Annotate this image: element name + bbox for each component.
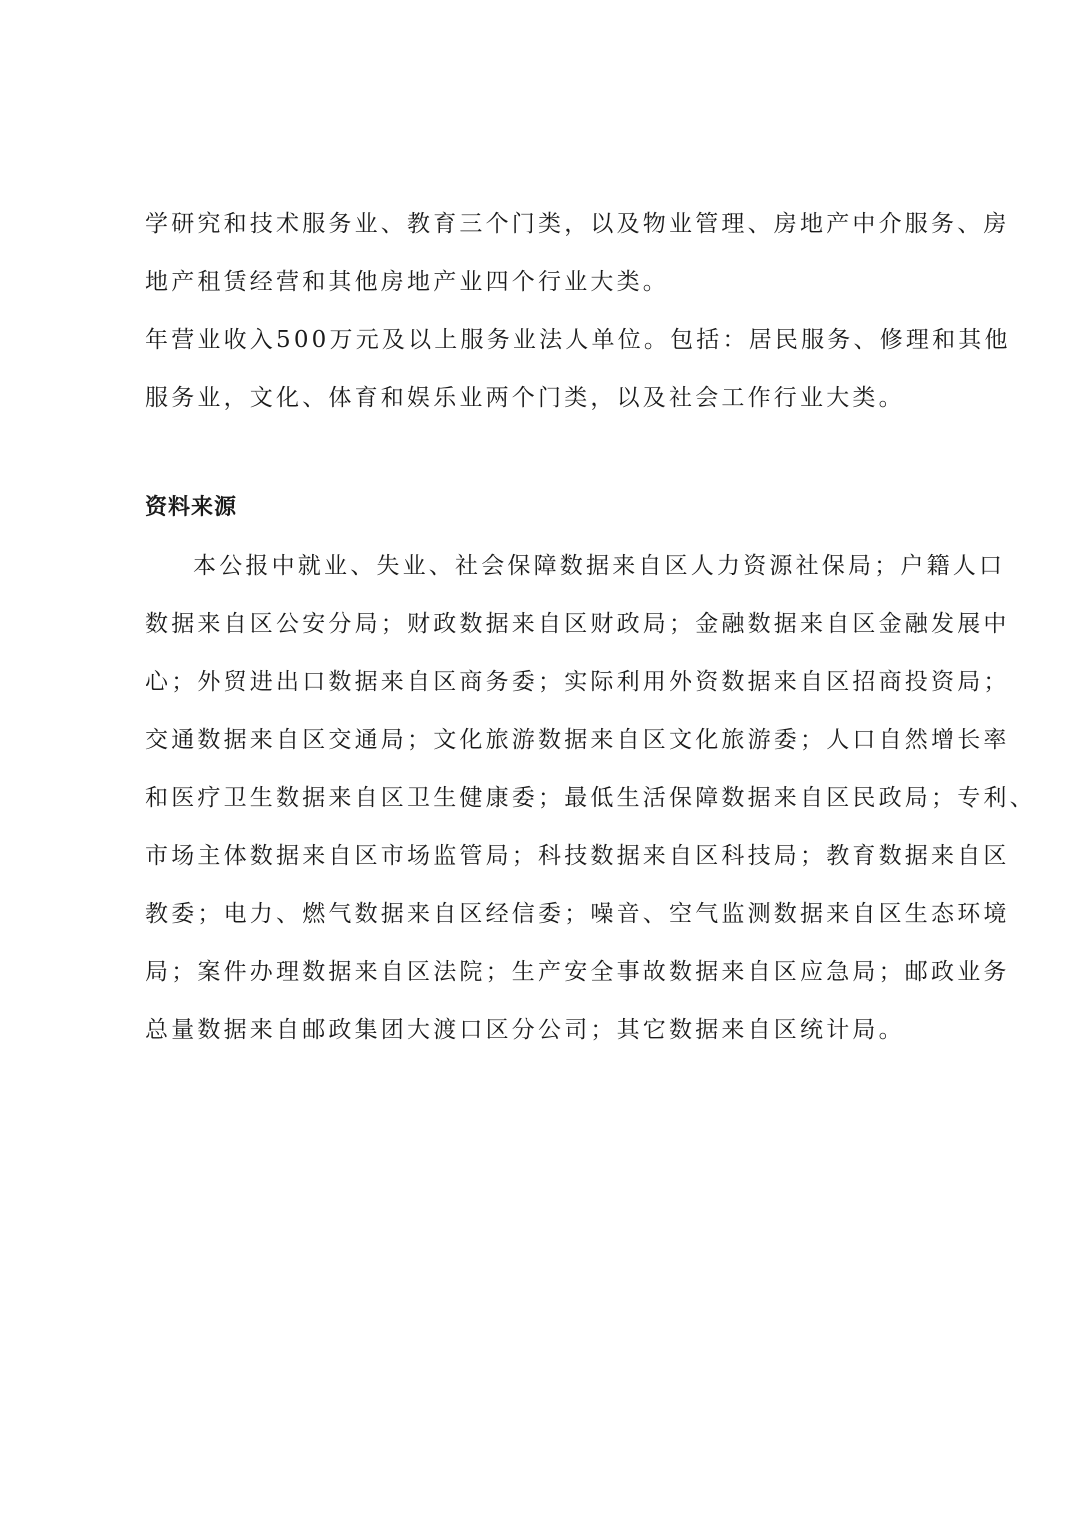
paragraph-line: 教委；电力、燃气数据来自区经信委；噪音、空气监测数据来自区生态环境 xyxy=(145,901,1010,927)
section-heading-sources: 资料来源 xyxy=(145,495,238,520)
paragraph-line: 和医疗卫生数据来自区卫生健康委；最低生活保障数据来自区民政局；专利、 xyxy=(145,785,1036,811)
definition-paragraph-2 xyxy=(145,311,1011,427)
paragraph-line: 年营业收入500万元及以上服务业法人单位。包括：居民服务、修理和其他 xyxy=(145,327,1011,353)
paragraph-line: 交通数据来自区交通局；文化旅游数据来自区文化旅游委；人口自然增长率 xyxy=(145,727,1010,753)
paragraph-line: 总量数据来自邮政集团大渡口区分公司；其它数据来自区统计局。 xyxy=(145,1017,905,1043)
paragraph-line: 数据来自区公安分局；财政数据来自区财政局；金融数据来自区金融发展中 xyxy=(145,611,1010,637)
paragraph-line: 学研究和技术服务业、教育三个门类，以及物业管理、房地产中介服务、房 xyxy=(145,211,1010,237)
paragraph-line: 本公报中就业、失业、社会保障数据来自区人力资源社保局；户籍人口 xyxy=(193,553,1006,579)
document-page xyxy=(145,195,1036,1059)
paragraph-line: 地产租赁经营和其他房地产业四个行业大类。 xyxy=(145,269,669,295)
section-spacer xyxy=(145,427,945,479)
paragraph-line: 服务业，文化、体育和娱乐业两个门类，以及社会工作行业大类。 xyxy=(145,385,905,411)
definition-paragraph-1 xyxy=(145,195,1010,311)
paragraph-line: 市场主体数据来自区市场监管局；科技数据来自区科技局；教育数据来自区 xyxy=(145,843,1010,869)
sources-paragraph xyxy=(145,537,1036,1059)
paragraph-line: 心；外贸进出口数据来自区商务委；实际利用外资数据来自区招商投资局； xyxy=(145,669,1010,695)
paragraph-line: 局；案件办理数据来自区法院；生产安全事故数据来自区应急局；邮政业务 xyxy=(145,959,1010,985)
